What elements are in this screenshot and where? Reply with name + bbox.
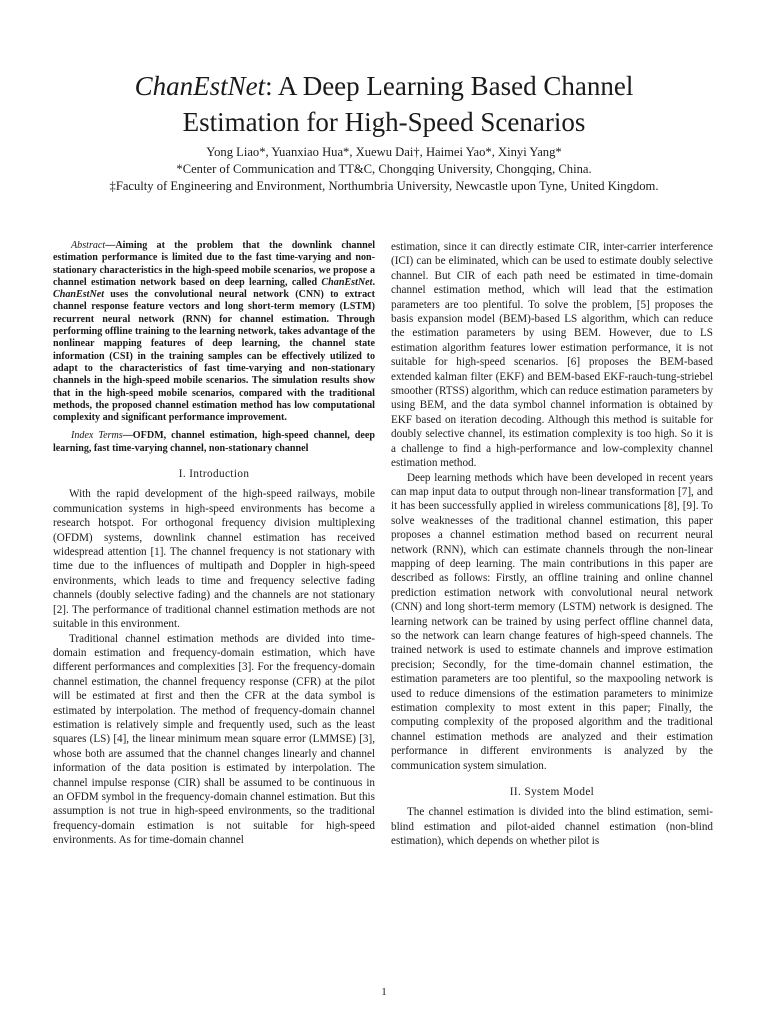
abstract — [53, 240, 375, 424]
index-terms-text: —OFDM, channel estimation, high-speed channel, deep learning, fast time-varying channel, non-stationary channel — [53, 430, 375, 454]
index-terms — [53, 430, 375, 455]
title-method-name: ChanEstNet — [134, 71, 266, 101]
title-line-1 — [0, 68, 768, 104]
paper-title — [0, 68, 768, 140]
page-number: 1 — [381, 986, 387, 998]
affiliation-2: ‡Faculty of Engineering and Environment, Northumbria University, Newcastle upon Tyne, United Kingdom. — [109, 179, 659, 193]
system-model-paragraph-1: The channel estimation is divided into the blind estimation, semi-blind estimation and pilot-aided channel estimation (non-blind estimation), which depends on whether pilot is — [391, 806, 713, 848]
title-line-2: Estimation for High-Speed Scenarios — [182, 107, 586, 137]
left-column — [53, 240, 375, 848]
section-heading-system-model: II. System Model — [509, 786, 595, 799]
intro-paragraph-1: With the rapid development of the high-speed railways, mobile communication systems in high-speed environments has become a research hotspot. For orthogonal frequency division multiplexing (OFDM) systems, downlink channel estimation has received widespread attention [1]. The channel frequency is not stationary with time due to the influences of multipath and Doppler in high-speed environments, which leads to time and frequency selective fading channels (doubly selective fading) and the channels are not stationary [2]. The performance of traditional channel estimation methods are not suitable in this environment. — [53, 488, 375, 631]
abstract-text-2: . — [372, 276, 375, 288]
intro-paragraph-2: Traditional channel estimation methods are divided into time-domain estimation and frequency-domain estimation, which have different performances and complexities [3]. For the frequency-domain channel estimation, the channel frequency response (CFR) at the pilot will be estimated at first and then the CFR at the data symbol is estimated by interpolation. The method of frequency-domain channel estimation is relatively simple and frequently used, such as the least squares (LS) [4], the linear minimum mean square error (LMMSE) [3], whose both are assumed that the channel changes linearly and channel information of the data position is estimated by interpolation. The channel impulse response (CIR) shall be assumed to be continuous in an OFDM symbol in the frequency-domain channel estimation. But this assumption is not true in high-speed environments, so the traditional frequency-domain estimation is not suitable for high-speed environments. As for time-domain channel — [53, 632, 375, 847]
author-block — [0, 144, 768, 195]
intro-paragraph-2-continued: estimation, since it can directly estimate CIR, inter-carrier interference (ICI) can be eliminated, which can be used to estimate doubly selective channel. But CIR of each path need be estimated in time-domain channel estimation method, which will lead that the estimation parameters are too plentiful. To solve the problem, [5] proposes the basis expansion model (BEM)-based LS algorithm, which can reduce the estimation parameters by using BEM. However, due to LS estimation algorithm features lower estimation performance, it is not suitable for high-speed scenarios. [6] proposes the BEM-based extended kalman filter (EKF) and BEM-based EKF-rauch-tung-striebel smoother (RTSS) algorithm, which can reduce estimation parameters by using BEM, and the data symbol channel information is obtained by EKF based on iteration decoding. Although this method is suitable for doubly selective channel, its estimation complexity is too high. So it is a challenge to find a high-performance and low-complexity channel estimation method. — [391, 241, 714, 470]
abstract-text-1: —Aiming at the problem that the downlink channel estimation performance is limited due to the fast time-varying and non-stationary characteristics in the high-speed mobile scenarios, we propose a channel estimation network based on deep learning, called — [53, 240, 375, 288]
index-terms-label: Index Terms — [71, 430, 123, 442]
abstract-method-name-1: ChanEstNet — [321, 276, 373, 288]
author-names: Yong Liao*, Yuanxiao Hua*, Xuewu Dai†, Haimei Yao*, Xinyi Yang* — [206, 145, 562, 159]
abstract-method-name-2: ChanEstNet — [53, 289, 105, 301]
affiliation-1: *Center of Communication and TT&C, Chongqing University, Chongqing, China. — [176, 162, 592, 176]
section-heading-introduction: I. Introduction — [178, 468, 250, 481]
intro-paragraph-3: Deep learning methods which have been developed in recent years can map input data to output through non-linear transformation [7], and it has been successfully applied in wireless communications [8], [9]. To solve weaknesses of the traditional channel estimation, this paper proposes a channel estimation method based on recurrent neural network (RNN), which can estimate channels through the non-linear mapping of deep learning. The main contributions in this paper are described as follows: Firstly, an offline training and online channel prediction estimation network with convolutional neural network (CNN) and long short-term memory (LSTM) network is designed. The learning network can be trained by using perfect offline channel data, so the network can learn change features of high-speed channels. The trained network is used to estimate channels and improve estimation precision; Secondly, for the time-domain channel estimation, the estimation parameters are too plentiful, so the maxpooling network is used to reduce dimensions of the estimation parameters to minimize estimation complexity to most extent in this paper; Finally, the computing complexity of the proposed algorithm and the traditional channel estimation methods are analyzed and their estimation performance in different environments is analyzed by the communication system simulation. — [391, 471, 713, 772]
abstract-label: Abstract — [71, 240, 106, 251]
right-column — [391, 240, 713, 849]
abstract-text-3: uses the convolutional neural network (CNN) to extract channel response feature vectors and long short-term memory (LSTM) recurrent neural network (RNN) for channel estimation. Through performing offline training to the learning network, takes advantage of the nonlinear mapping features of deep learning, the channel state information (CSI) in the training samples can be effectively utilized to adapt to the characteristics of fast time-varying and non-stationary channels in the high-speed mobile scenarios. The simulation results show that in the high-speed mobile scenarios, compared with the traditional methods, the proposed channel estimation method has low computational complexity and significant performance improvement. — [53, 289, 375, 424]
title-line-1-text: : A Deep Learning Based Channel — [265, 71, 634, 101]
